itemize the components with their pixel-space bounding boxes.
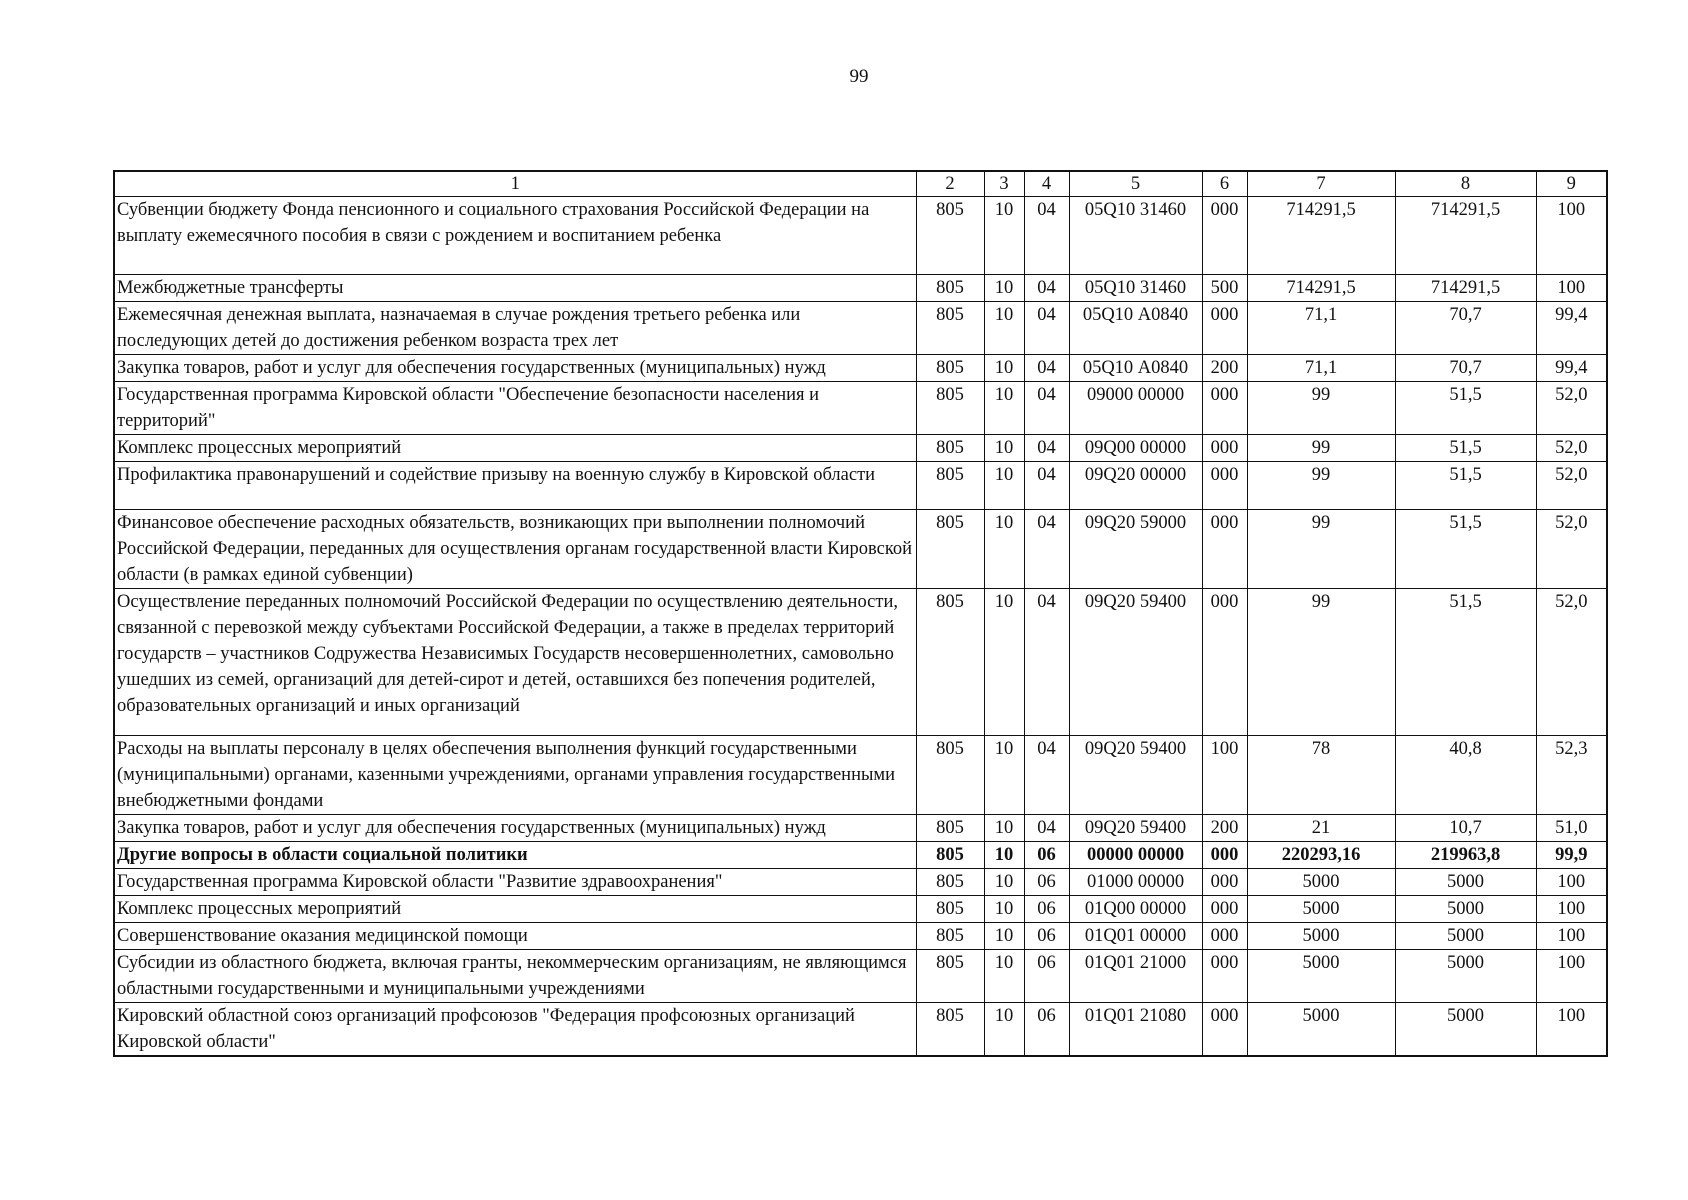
col-header: 5 bbox=[1069, 171, 1202, 197]
code-subsection-cell: 04 bbox=[1024, 510, 1069, 589]
planned-amount-cell: 99 bbox=[1247, 435, 1395, 462]
planned-amount-cell: 99 bbox=[1247, 510, 1395, 589]
actual-amount-cell: 714291,5 bbox=[1395, 275, 1536, 302]
planned-amount-cell: 5000 bbox=[1247, 869, 1395, 896]
code-type-cell: 000 bbox=[1202, 842, 1247, 869]
table-row bbox=[114, 842, 1607, 869]
actual-amount-cell: 714291,5 bbox=[1395, 197, 1536, 275]
code-subsection-cell: 04 bbox=[1024, 197, 1069, 275]
actual-amount-cell: 70,7 bbox=[1395, 355, 1536, 382]
code-subsection-cell: 06 bbox=[1024, 869, 1069, 896]
item-name-cell: Субвенции бюджету Фонда пенсионного и социального страхования Российской Федерации на выплату ежемесячного пособия в связи с рождением и воспитанием ребенка bbox=[114, 197, 916, 275]
planned-amount-cell: 5000 bbox=[1247, 896, 1395, 923]
code-admin-cell: 805 bbox=[916, 1003, 984, 1057]
planned-amount-cell: 5000 bbox=[1247, 1003, 1395, 1057]
actual-amount-cell: 5000 bbox=[1395, 869, 1536, 896]
actual-amount-cell: 51,5 bbox=[1395, 510, 1536, 589]
code-section-cell: 10 bbox=[984, 302, 1024, 355]
code-admin-cell: 805 bbox=[916, 589, 984, 736]
code-admin-cell: 805 bbox=[916, 815, 984, 842]
percent-done-cell: 100 bbox=[1536, 1003, 1607, 1057]
code-type-cell: 000 bbox=[1202, 923, 1247, 950]
code-admin-cell: 805 bbox=[916, 275, 984, 302]
code-subsection-cell: 04 bbox=[1024, 382, 1069, 435]
percent-done-cell: 100 bbox=[1536, 197, 1607, 275]
code-subsection-cell: 04 bbox=[1024, 462, 1069, 510]
code-type-cell: 000 bbox=[1202, 462, 1247, 510]
header-row bbox=[114, 171, 1607, 197]
item-name-cell: Профилактика правонарушений и содействие призыву на военную службу в Кировской области bbox=[114, 462, 916, 510]
percent-done-cell: 52,3 bbox=[1536, 736, 1607, 815]
code-type-cell: 200 bbox=[1202, 355, 1247, 382]
item-name-cell: Другие вопросы в области социальной политики bbox=[114, 842, 916, 869]
code-type-cell: 000 bbox=[1202, 302, 1247, 355]
table-row bbox=[114, 589, 1607, 736]
code-target-cell: 09Q20 59400 bbox=[1069, 815, 1202, 842]
item-name-cell: Закупка товаров, работ и услуг для обеспечения государственных (муниципальных) нужд bbox=[114, 815, 916, 842]
code-type-cell: 000 bbox=[1202, 510, 1247, 589]
table-row bbox=[114, 462, 1607, 510]
table-row bbox=[114, 950, 1607, 1003]
code-subsection-cell: 04 bbox=[1024, 435, 1069, 462]
code-admin-cell: 805 bbox=[916, 302, 984, 355]
code-admin-cell: 805 bbox=[916, 462, 984, 510]
code-type-cell: 000 bbox=[1202, 869, 1247, 896]
actual-amount-cell: 51,5 bbox=[1395, 462, 1536, 510]
col-header: 6 bbox=[1202, 171, 1247, 197]
code-subsection-cell: 04 bbox=[1024, 302, 1069, 355]
code-section-cell: 10 bbox=[984, 950, 1024, 1003]
code-section-cell: 10 bbox=[984, 510, 1024, 589]
code-section-cell: 10 bbox=[984, 382, 1024, 435]
code-target-cell: 05Q10 31460 bbox=[1069, 275, 1202, 302]
actual-amount-cell: 5000 bbox=[1395, 923, 1536, 950]
code-type-cell: 000 bbox=[1202, 950, 1247, 1003]
code-admin-cell: 805 bbox=[916, 842, 984, 869]
code-subsection-cell: 04 bbox=[1024, 275, 1069, 302]
percent-done-cell: 52,0 bbox=[1536, 510, 1607, 589]
code-admin-cell: 805 bbox=[916, 435, 984, 462]
table-row bbox=[114, 355, 1607, 382]
code-section-cell: 10 bbox=[984, 589, 1024, 736]
percent-done-cell: 100 bbox=[1536, 950, 1607, 1003]
code-subsection-cell: 04 bbox=[1024, 736, 1069, 815]
item-name-cell: Осуществление переданных полномочий Российской Федерации по осуществлению деятельности, связанной с перевозкой между субъектами Российской Федерации, а также в пределах территорий государств – участников Содружества Независимых Государств несовершеннолетних, самовольно ушедших из семей, организаций для детей-сирот и детей, оставшихся без попечения родителей, образовательных организаций и иных организаций bbox=[114, 589, 916, 736]
planned-amount-cell: 99 bbox=[1247, 382, 1395, 435]
code-target-cell: 09Q20 59400 bbox=[1069, 589, 1202, 736]
code-admin-cell: 805 bbox=[916, 510, 984, 589]
code-admin-cell: 805 bbox=[916, 382, 984, 435]
percent-done-cell: 99,9 bbox=[1536, 842, 1607, 869]
actual-amount-cell: 51,5 bbox=[1395, 435, 1536, 462]
code-subsection-cell: 06 bbox=[1024, 842, 1069, 869]
code-admin-cell: 805 bbox=[916, 736, 984, 815]
code-type-cell: 500 bbox=[1202, 275, 1247, 302]
table-row bbox=[114, 435, 1607, 462]
code-target-cell: 09Q20 00000 bbox=[1069, 462, 1202, 510]
code-type-cell: 000 bbox=[1202, 896, 1247, 923]
code-target-cell: 01Q01 21080 bbox=[1069, 1003, 1202, 1057]
code-target-cell: 01000 00000 bbox=[1069, 869, 1202, 896]
code-admin-cell: 805 bbox=[916, 197, 984, 275]
code-section-cell: 10 bbox=[984, 736, 1024, 815]
code-section-cell: 10 bbox=[984, 435, 1024, 462]
planned-amount-cell: 220293,16 bbox=[1247, 842, 1395, 869]
table-row bbox=[114, 869, 1607, 896]
code-section-cell: 10 bbox=[984, 1003, 1024, 1057]
table-body bbox=[114, 197, 1607, 1057]
code-target-cell: 00000 00000 bbox=[1069, 842, 1202, 869]
code-target-cell: 01Q01 00000 bbox=[1069, 923, 1202, 950]
percent-done-cell: 51,0 bbox=[1536, 815, 1607, 842]
code-target-cell: 09Q00 00000 bbox=[1069, 435, 1202, 462]
code-admin-cell: 805 bbox=[916, 869, 984, 896]
code-section-cell: 10 bbox=[984, 275, 1024, 302]
code-section-cell: 10 bbox=[984, 896, 1024, 923]
table-row bbox=[114, 197, 1607, 275]
code-target-cell: 05Q10 31460 bbox=[1069, 197, 1202, 275]
actual-amount-cell: 10,7 bbox=[1395, 815, 1536, 842]
planned-amount-cell: 71,1 bbox=[1247, 355, 1395, 382]
code-admin-cell: 805 bbox=[916, 950, 984, 1003]
percent-done-cell: 100 bbox=[1536, 869, 1607, 896]
code-subsection-cell: 04 bbox=[1024, 355, 1069, 382]
code-subsection-cell: 04 bbox=[1024, 589, 1069, 736]
code-type-cell: 000 bbox=[1202, 197, 1247, 275]
code-section-cell: 10 bbox=[984, 869, 1024, 896]
code-type-cell: 100 bbox=[1202, 736, 1247, 815]
code-type-cell: 000 bbox=[1202, 435, 1247, 462]
actual-amount-cell: 5000 bbox=[1395, 950, 1536, 1003]
code-target-cell: 01Q00 00000 bbox=[1069, 896, 1202, 923]
planned-amount-cell: 5000 bbox=[1247, 950, 1395, 1003]
percent-done-cell: 52,0 bbox=[1536, 435, 1607, 462]
table-row bbox=[114, 1003, 1607, 1057]
code-target-cell: 09Q20 59400 bbox=[1069, 736, 1202, 815]
actual-amount-cell: 219963,8 bbox=[1395, 842, 1536, 869]
item-name-cell: Закупка товаров, работ и услуг для обеспечения государственных (муниципальных) нужд bbox=[114, 355, 916, 382]
code-section-cell: 10 bbox=[984, 815, 1024, 842]
code-target-cell: 05Q10 А0840 bbox=[1069, 355, 1202, 382]
code-target-cell: 09000 00000 bbox=[1069, 382, 1202, 435]
percent-done-cell: 100 bbox=[1536, 896, 1607, 923]
actual-amount-cell: 5000 bbox=[1395, 1003, 1536, 1057]
col-header: 7 bbox=[1247, 171, 1395, 197]
actual-amount-cell: 70,7 bbox=[1395, 302, 1536, 355]
percent-done-cell: 52,0 bbox=[1536, 462, 1607, 510]
table-row bbox=[114, 302, 1607, 355]
col-header: 4 bbox=[1024, 171, 1069, 197]
item-name-cell: Государственная программа Кировской области "Обеспечение безопасности населения и территорий" bbox=[114, 382, 916, 435]
table-row bbox=[114, 815, 1607, 842]
planned-amount-cell: 99 bbox=[1247, 589, 1395, 736]
code-admin-cell: 805 bbox=[916, 896, 984, 923]
code-type-cell: 200 bbox=[1202, 815, 1247, 842]
code-admin-cell: 805 bbox=[916, 923, 984, 950]
planned-amount-cell: 71,1 bbox=[1247, 302, 1395, 355]
planned-amount-cell: 714291,5 bbox=[1247, 275, 1395, 302]
percent-done-cell: 52,0 bbox=[1536, 382, 1607, 435]
code-subsection-cell: 06 bbox=[1024, 950, 1069, 1003]
item-name-cell: Субсидии из областного бюджета, включая гранты, некоммерческим организациям, не являющимся областными государственными и муниципальными учреждениями bbox=[114, 950, 916, 1003]
code-type-cell: 000 bbox=[1202, 589, 1247, 736]
table-row bbox=[114, 736, 1607, 815]
actual-amount-cell: 40,8 bbox=[1395, 736, 1536, 815]
table-row bbox=[114, 510, 1607, 589]
table-row bbox=[114, 896, 1607, 923]
code-section-cell: 10 bbox=[984, 197, 1024, 275]
code-target-cell: 05Q10 А0840 bbox=[1069, 302, 1202, 355]
item-name-cell: Комплекс процессных мероприятий bbox=[114, 435, 916, 462]
percent-done-cell: 100 bbox=[1536, 275, 1607, 302]
actual-amount-cell: 51,5 bbox=[1395, 589, 1536, 736]
item-name-cell: Государственная программа Кировской области "Развитие здравоохранения" bbox=[114, 869, 916, 896]
code-type-cell: 000 bbox=[1202, 382, 1247, 435]
budget-table bbox=[113, 170, 1608, 1057]
planned-amount-cell: 99 bbox=[1247, 462, 1395, 510]
code-section-cell: 10 bbox=[984, 462, 1024, 510]
col-header: 3 bbox=[984, 171, 1024, 197]
code-subsection-cell: 06 bbox=[1024, 1003, 1069, 1057]
col-header: 9 bbox=[1536, 171, 1607, 197]
code-subsection-cell: 06 bbox=[1024, 896, 1069, 923]
item-name-cell: Ежемесячная денежная выплата, назначаемая в случае рождения третьего ребенка или последующих детей до достижения ребенком возраста трех лет bbox=[114, 302, 916, 355]
code-admin-cell: 805 bbox=[916, 355, 984, 382]
planned-amount-cell: 5000 bbox=[1247, 923, 1395, 950]
code-subsection-cell: 04 bbox=[1024, 815, 1069, 842]
item-name-cell: Комплекс процессных мероприятий bbox=[114, 896, 916, 923]
table-row bbox=[114, 382, 1607, 435]
code-section-cell: 10 bbox=[984, 923, 1024, 950]
code-type-cell: 000 bbox=[1202, 1003, 1247, 1057]
page-number: 99 bbox=[849, 66, 869, 87]
table-row bbox=[114, 923, 1607, 950]
percent-done-cell: 99,4 bbox=[1536, 355, 1607, 382]
planned-amount-cell: 714291,5 bbox=[1247, 197, 1395, 275]
actual-amount-cell: 51,5 bbox=[1395, 382, 1536, 435]
item-name-cell: Совершенствование оказания медицинской помощи bbox=[114, 923, 916, 950]
percent-done-cell: 99,4 bbox=[1536, 302, 1607, 355]
table-row bbox=[114, 275, 1607, 302]
planned-amount-cell: 78 bbox=[1247, 736, 1395, 815]
item-name-cell: Расходы на выплаты персоналу в целях обеспечения выполнения функций государственными (муниципальными) органами, казенными учреждениями, органами управления государственными внебюджетными фондами bbox=[114, 736, 916, 815]
code-section-cell: 10 bbox=[984, 842, 1024, 869]
col-header: 2 bbox=[916, 171, 984, 197]
item-name-cell: Финансовое обеспечение расходных обязательств, возникающих при выполнении полномочий Российской Федерации, переданных для осуществления органам государственной власти Кировской области (в рамках единой субвенции) bbox=[114, 510, 916, 589]
percent-done-cell: 100 bbox=[1536, 923, 1607, 950]
percent-done-cell: 52,0 bbox=[1536, 589, 1607, 736]
code-section-cell: 10 bbox=[984, 355, 1024, 382]
actual-amount-cell: 5000 bbox=[1395, 896, 1536, 923]
code-target-cell: 09Q20 59000 bbox=[1069, 510, 1202, 589]
col-header: 8 bbox=[1395, 171, 1536, 197]
planned-amount-cell: 21 bbox=[1247, 815, 1395, 842]
code-target-cell: 01Q01 21000 bbox=[1069, 950, 1202, 1003]
col-header: 1 bbox=[114, 171, 916, 197]
code-subsection-cell: 06 bbox=[1024, 923, 1069, 950]
item-name-cell: Кировский областной союз организаций профсоюзов "Федерация профсоюзных организаций Кировской области" bbox=[114, 1003, 916, 1057]
item-name-cell: Межбюджетные трансферты bbox=[114, 275, 916, 302]
